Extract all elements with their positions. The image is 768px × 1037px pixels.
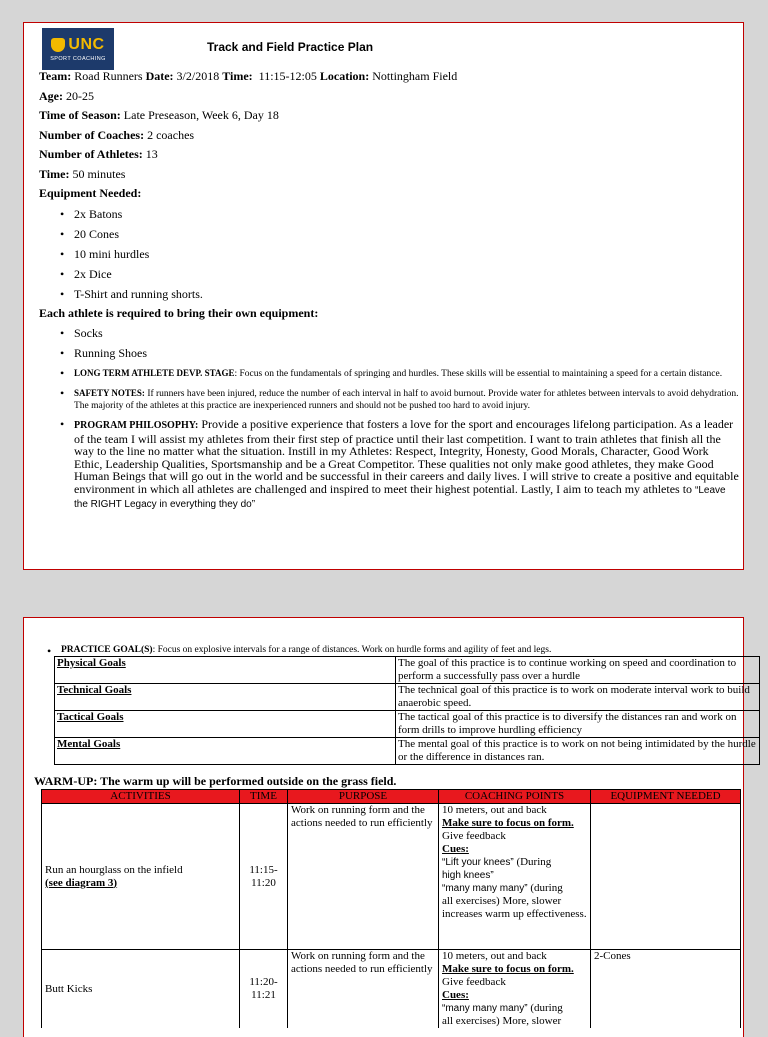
table-row: Physical Goals The goal of this practice is to continue working on speed and coordination to perform a successfully pass over a hurdle [55,657,760,684]
table-row: Tactical Goals The tactical goal of this practice is to diversify the distances ran and work on form drills to improve hurdling efficiency [55,711,760,738]
table-row [42,804,741,950]
column-header: PURPOSE [288,790,439,804]
unc-logo: UNC SPORT COACHING [42,28,114,70]
equipment-heading: Equipment Needed: [39,186,142,200]
duration-line: Time: 50 minutes [39,166,126,181]
table-row [42,950,741,1029]
table-row: Mental Goals The mental goal of this practice is to work on not being intimidated by the hurdle or the difference in distances ran. [55,738,760,765]
equipment-cell: 2-Cones [591,950,741,1029]
age-line: Age: 20-25 [39,88,94,103]
athletes-line: Number of Athletes: 13 [39,147,158,161]
safety-note: • SAFETY NOTES: If runners have been injured, reduce the number of each interval in half to avoid burnout. Provide water for athletes between intervals to avoid dehydration. The majority of the athletes at this practice are inexperienced runners and should not be pushed too hard to avoid injury. [39,387,739,412]
time-cell: 11:15- 11:20 [240,804,288,950]
plan-info [39,67,739,512]
document-page-1 [23,22,744,570]
season-line: Time of Season: Late Preseason, Week 6, Day 18 [39,108,279,122]
own-equipment-list [39,323,739,363]
list-item: • Socks [60,323,739,343]
list-item: • T-Shirt and running shorts. [60,284,739,304]
list-item: • 10 mini hurdles [60,244,739,264]
coaches-line: Number of Coaches: 2 coaches [39,127,195,142]
ltad-note: • LONG TERM ATHLETE DEVP. STAGE: Focus on the fundamentals of springing and hurdles. These skills will be essential to maintaining a speed for a certain distance. [39,367,739,380]
column-header: EQUIPMENT NEEDED [591,790,741,804]
purpose-cell: Work on running form and the actions needed to run efficiently [288,950,439,1029]
list-item: • 20 Cones [60,224,739,244]
table-row: Technical Goals The technical goal of this practice is to work on moderate interval work to build anaerobic speed. [55,684,760,711]
own-equipment-heading: Each athlete is required to bring their own equipment: [39,305,319,320]
coaching-points-cell: 10 meters, out and back Make sure to focus on form. Give feedback Cues: “many many many” (during all exercises) More, slower [439,950,591,1029]
time-cell: 11:20- 11:21 [240,950,288,1029]
warmup-heading: WARM-UP: The warm up will be performed outside on the grass field. [34,774,397,788]
warmup-table [41,789,741,1028]
activity-cell: Butt Kicks [42,950,240,1029]
column-header: COACHING POINTS [439,790,591,804]
program-philosophy: • PROGRAM PHILOSOPHY: Provide a positive experience that fosters a love for the sport and encourages lifelong participation. As a leader of the team I will assist my athletes from their first step of practice until their last competition. I want to train athletes that finish all the way to the line no matter what the situation. Instill in my Athletes: Respect, Integrity, Honesty, Good Morals, Character, Good Work Ethic, Leadership Qualities, Sportsmanship and be a Great Competitor. These qualities not only make good athletes, they make Good Human Beings that will go out in the world and be successful in their careers and daily lives. I will strive to create a positive and equitable environment in which all athletes are challenged and inspired to meet their highest potential. Lastly, I aim to teach my athletes to “Leave the RIGHT Legacy in everything they do” [39,418,739,512]
coaching-points-cell: 10 meters, out and back Make sure to focus on form. Give feedback Cues: “Lift your knees” (During high knees” “many many many” (during all exercises) More, slower increases warm up effectiveness. [439,804,591,950]
team-line: Team: Road Runners Date: 3/2/2018 Time: 11:15-12:05 Location: Nottingham Field [39,69,458,83]
list-item: • Running Shoes [60,343,739,363]
list-item: • 2x Dice [60,264,739,284]
page-title: Track and Field Practice Plan [207,40,374,54]
column-header: TIME [240,790,288,804]
equipment-list [39,204,739,304]
practice-goal: • PRACTICE GOAL(S): Focus on explosive intervals for a range of distances. Work on hurdle forms and agility of feet and legs. [61,645,551,655]
purpose-cell: Work on running form and the actions needed to run efficiently [288,804,439,950]
bear-icon [51,38,65,52]
equipment-cell [591,804,741,950]
goals-table [54,656,760,765]
activity-cell: Run an hourglass on the infield (see diagram 3) [42,804,240,950]
table-header [42,790,741,804]
document-page-2 [23,617,756,1037]
list-item: • 2x Batons [60,204,739,224]
column-header: ACTIVITIES [42,790,240,804]
